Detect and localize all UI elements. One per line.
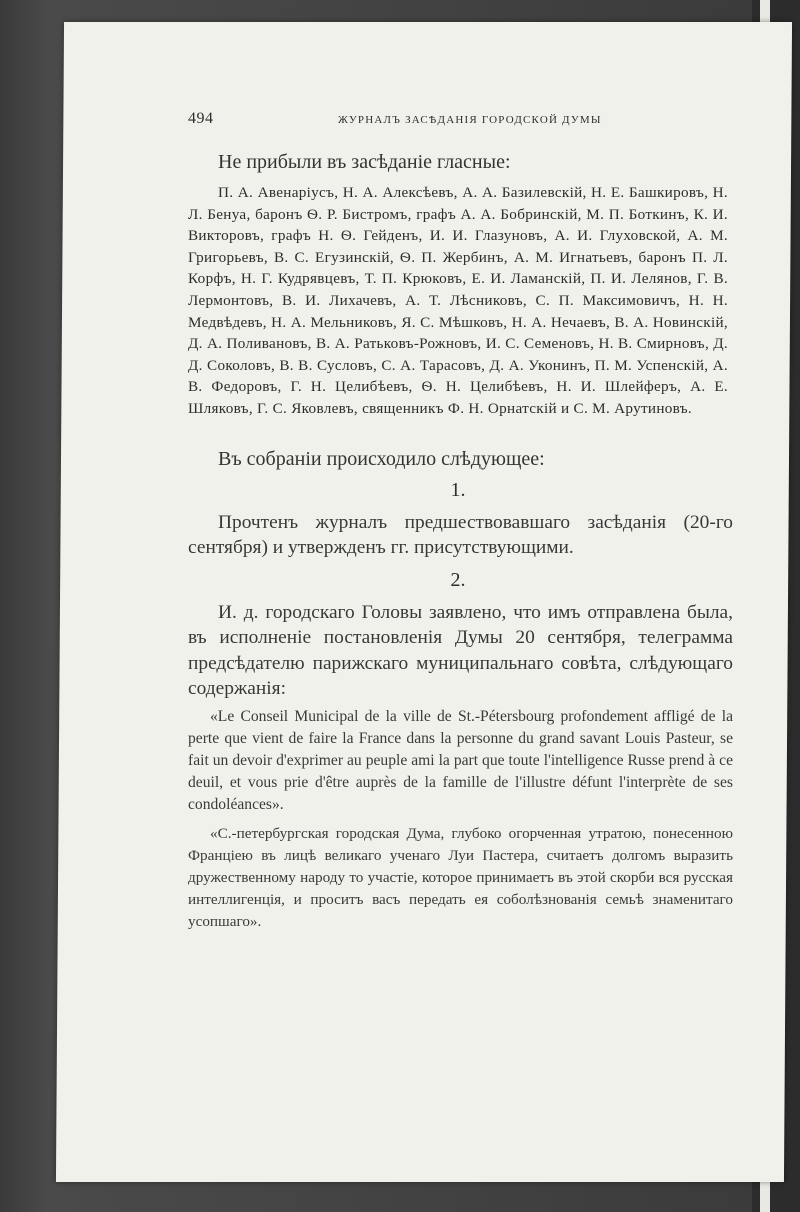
proceedings-lead: Въ собраніи происходило слѣдующее: bbox=[218, 447, 545, 470]
absent-lead: Не прибыли въ засѣданіе гласные: bbox=[218, 151, 511, 173]
item-1-text: Прочтенъ журналъ предшествовавшаго засѣданія (20-го сентября) и утвержденъ гг. присутствующими. bbox=[188, 511, 733, 559]
page-number: 494 bbox=[188, 110, 214, 127]
telegram-russian: «С.-петербургская городская Дума, глубоко огорченная утратою, понесенною Франціею въ лицѣ великаго ученаго Луи Пастера, считаетъ долгомъ выразить дружественному народу то участіе, которое принимаетъ въ этой скорби вся русская интеллигенція, и проситъ васъ передать ея соболѣзнованія семьѣ знаменитаго усопшаго». bbox=[188, 824, 733, 931]
item-2-text: И. д. городскаго Головы заявлено, что имъ отправлена была, въ исполненіе постановленія Думы 20 сентября, телеграмма предсѣдателю парижскаго муниципальнаго совѣта, слѣдующаго содержанія: bbox=[188, 601, 733, 700]
item-1-number: 1. bbox=[450, 478, 466, 501]
absent-names-list: П. А. Авенаріусъ, Н. А. Алексѣевъ, А. А. Базилевскій, Н. Е. Башкировъ, Н. Л. Бенуа, баронъ Ѳ. Р. Бистромъ, графъ А. А. Бобринскій, М. П. Боткинъ, К. И. Викторовъ, графъ Н. Ѳ. Гейденъ, И. И. Глазуновъ, А. И. Глуховской, А. М. Григорьевъ, В. С. Егузинскій, Ѳ. П. Жербинъ, А. М. Игнатьевъ, баронъ П. Л. Корфъ, Н. Г. Кудрявцевъ, Т. П. Крюковъ, Е. И. Ламанскій, П. И. Лелянов, Г. В. Лермонтовъ, В. И. Лихачевъ, А. Т. Лѣсниковъ, С. П. Максимовичъ, Н. Н. Медвѣдевъ, Н. А. Мельниковъ, Я. С. Мѣшковъ, Н. А. Нечаевъ, В. А. Новинскій, Д. А. Поливановъ, В. А. Ратьковъ-Рожновъ, И. С. Семеновъ, Н. В. Смирновъ, Д. Д. Соколовъ, В. В. Сусловъ, С. А. Тарасовъ, Д. А. Уконинъ, П. М. Успенскій, А. В. Федоровъ, Г. Н. Целибѣевъ, Ѳ. Н. Целибѣевъ, Н. И. Шлейферъ, А. Е. Шляковъ, Г. С. Яковлевъ, священникъ Ф. Н. Орнатскій и С. М. Арутиновъ. bbox=[188, 184, 728, 417]
telegram-french: «Le Conseil Municipal de la ville de St.-Pétersbourg profondement affligé de la perte que vient de faire la France dans la personne du grand savant Louis Pasteur, se fait un devoir d'exprimer au peuple ami la part que toute l'intelligence Russe prend à ce deuil, et vous prie d'être auprès de la famille de l'illustre défunt l'interprète de ses condoléances». bbox=[188, 707, 733, 814]
page-content bbox=[128, 110, 733, 934]
page-header bbox=[188, 110, 723, 128]
running-title: ЖУРНАЛЪ ЗАСѢДАНІЯ ГОРОДСКОЙ ДУМЫ bbox=[338, 114, 602, 126]
item-2-number: 2. bbox=[450, 568, 466, 591]
